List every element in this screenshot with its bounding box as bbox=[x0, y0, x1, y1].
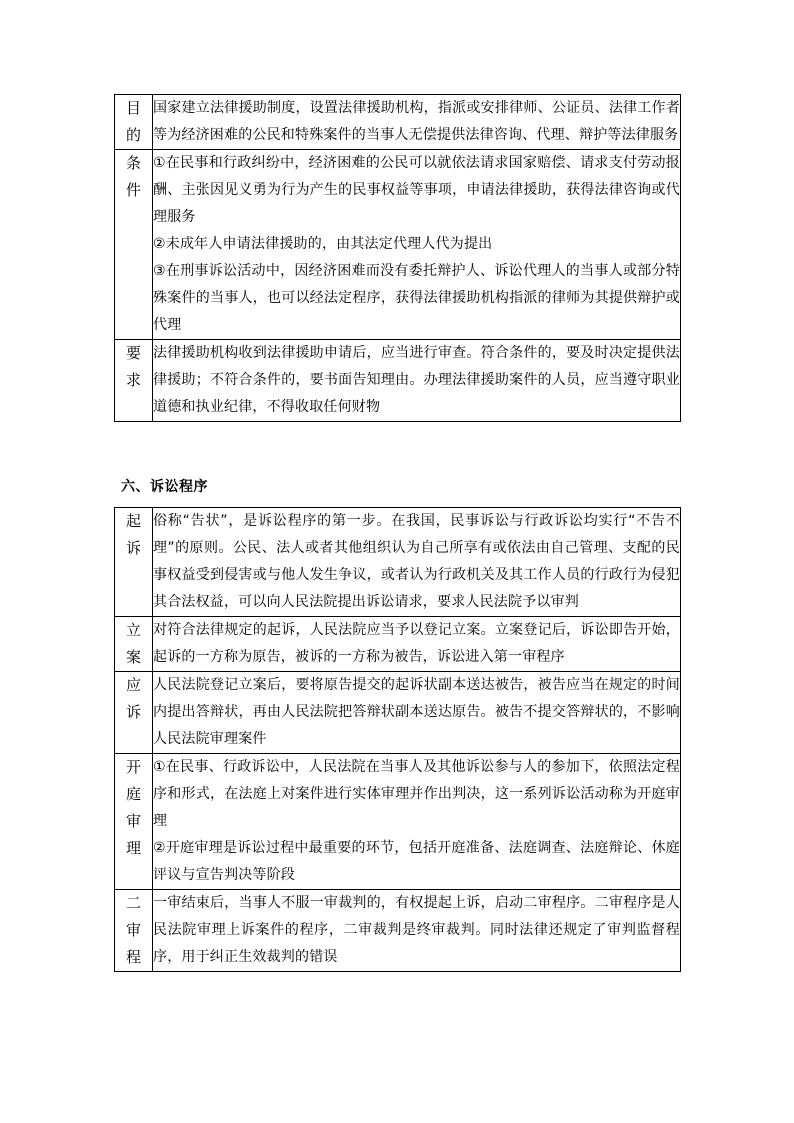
row-label-cell bbox=[115, 150, 153, 340]
table-row bbox=[115, 617, 681, 672]
legal-aid-table bbox=[114, 94, 681, 422]
row-paragraph: ②开庭审理是诉讼过程中最重要的环节，包括开庭准备、法庭调查、法庭辩论、休庭评议与宣告判决等阶段 bbox=[153, 840, 680, 883]
row-label: 目的 bbox=[125, 99, 141, 144]
table-row bbox=[115, 340, 681, 422]
table-row bbox=[115, 95, 681, 150]
row-label-cell bbox=[115, 617, 153, 672]
litigation-procedure-table bbox=[114, 507, 681, 972]
row-label: 应诉 bbox=[125, 676, 141, 721]
table-row bbox=[115, 890, 681, 972]
row-paragraph: ③在刑事诉讼活动中，因经济困难而没有委托辩护人、诉讼代理人的当事人或部分特殊案件的当事人，也可以经法定程序，获得法律援助机构指派的律师为其提供辩护或代理 bbox=[153, 263, 680, 333]
row-label: 开庭审理 bbox=[125, 758, 141, 857]
row-paragraph: 国家建立法律援助制度，设置法律援助机构，指派或安排律师、公证员、法律工作者等为经济困难的公民和特殊案件的当事人无偿提供法律咨询、代理、辩护等法律服务 bbox=[153, 100, 680, 143]
row-label: 起诉 bbox=[125, 512, 141, 557]
row-paragraph: 对符合法律规定的起诉，人民法院应当予以登记立案。立案登记后，诉讼即告开始，起诉的一方称为原告，被诉的一方称为被告，诉讼进入第一审程序 bbox=[153, 622, 680, 665]
table-row bbox=[115, 672, 681, 754]
row-content-cell bbox=[153, 890, 681, 972]
row-paragraph: ①在民事和行政纠纷中，经济困难的公民可以就依法请求国家赔偿、请求支付劳动报酬、主张因见义勇为行为产生的民事权益等事项，申请法律援助，获得法律咨询或代理服务 bbox=[153, 155, 680, 225]
table-row bbox=[115, 754, 681, 890]
row-paragraph: 人民法院登记立案后，要将原告提交的起诉状副本送达被告，被告应当在规定的时间内提出答辩状，再由人民法院把答辩状副本送达原告。被告不提交答辩状的，不影响人民法院审理案件 bbox=[153, 677, 680, 747]
row-paragraph: 俗称“告状”，是诉讼程序的第一步。在我国，民事诉讼与行政诉讼均实行“不告不理”的原则。公民、法人或者其他组织认为自己所享有或依法由自己管理、支配的民事权益受到侵害或与他人发生争议，或者认为行政机关及其工作人员的行政行为侵犯其合法权益，可以向人民法院提出诉讼请求，要求人民法院予以审判 bbox=[153, 513, 680, 610]
row-label: 条件 bbox=[125, 154, 141, 199]
row-paragraph: ①在民事、行政诉讼中，人民法院在当事人及其他诉讼参与人的参加下，依照法定程序和形式，在法庭上对案件进行实体审理并作出判决，这一系列诉讼活动称为开庭审理 bbox=[153, 759, 680, 829]
row-label-cell bbox=[115, 890, 153, 972]
row-label-cell bbox=[115, 672, 153, 754]
row-content-cell bbox=[153, 508, 681, 617]
section-heading: 六、诉讼程序 bbox=[121, 479, 208, 495]
row-content-cell bbox=[153, 150, 681, 340]
table-row bbox=[115, 508, 681, 617]
row-content-cell bbox=[153, 95, 681, 150]
row-label: 二审程 bbox=[125, 894, 141, 966]
row-label-cell bbox=[115, 340, 153, 422]
row-content-cell bbox=[153, 340, 681, 422]
row-paragraph: ②未成年人申请法律援助的，由其法定代理人代为提出 bbox=[153, 236, 493, 252]
row-label-cell bbox=[115, 754, 153, 890]
row-label: 要求 bbox=[125, 344, 141, 389]
row-content-cell bbox=[153, 754, 681, 890]
row-paragraph: 一审结束后，当事人不服一审裁判的，有权提起上诉，启动二审程序。二审程序是人民法院审理上诉案件的程序，二审裁判是终审裁判。同时法律还规定了审判监督程序，用于纠正生效裁判的错误 bbox=[153, 895, 680, 965]
row-content-cell bbox=[153, 672, 681, 754]
row-label: 立案 bbox=[125, 621, 141, 666]
row-content-cell bbox=[153, 617, 681, 672]
table-row bbox=[115, 150, 681, 340]
row-label-cell bbox=[115, 508, 153, 617]
row-paragraph: 法律援助机构收到法律援助申请后，应当进行审查。符合条件的，要及时决定提供法律援助；不符合条件的，要书面告知理由。办理法律援助案件的人员，应当遵守职业道德和执业纪律，不得收取任何财物 bbox=[153, 345, 680, 415]
row-label-cell bbox=[115, 95, 153, 150]
